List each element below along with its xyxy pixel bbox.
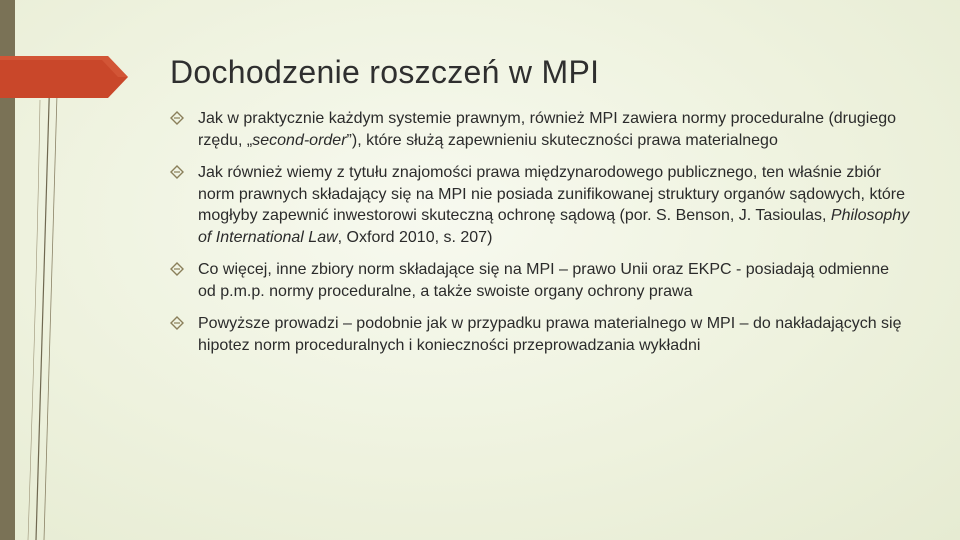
list-item [170, 259, 910, 302]
bullet-text: Powyższe prowadzi – podobnie jak w przypadku prawa materialnego w MPI – do nakładających się hipotez norm proceduralnych i konieczności przeprowadzania wykładni [198, 315, 902, 354]
slide-title: Dochodzenie roszczeń w MPI [170, 54, 600, 90]
list-item [170, 162, 910, 248]
bullet-emphasis: Philosophy of International Law [198, 207, 910, 246]
list-item [170, 313, 910, 356]
bullet-text: Jak w praktycznie każdym systemie prawnym, również MPI zawiera normy proceduralne (drugiego rzędu, „ [198, 110, 897, 149]
bullet-emphasis: second-order [252, 131, 347, 149]
diamond-outline-icon [170, 111, 184, 125]
title-arrow-tab [0, 56, 128, 98]
diamond-outline-icon [170, 262, 184, 276]
diamond-outline-icon [170, 165, 184, 179]
diamond-outline-icon [170, 316, 184, 330]
bullet-text-tail: , Oxford 2010, s. 207) [337, 228, 493, 246]
bullet-text: Jak również wiemy z tytułu znajomości prawa międzynarodowego publicznego, ten właśnie zbiór norm prawnych składający się na MPI nie posiada zunifikowanej struktury organów sądowych, które mogłyby zapewnić inwestorowi skuteczną ochronę sądową (por. S. Benson, J. Tasioulas, [198, 164, 906, 224]
bullet-text: Co więcej, inne zbiory norm składające się na MPI – prawo Unii oraz EKPC - posiadają odmienne od p.m.p. normy proceduralne, a także swoiste organy ochrony prawa [198, 261, 889, 300]
list-item [170, 108, 910, 151]
bullet-text-tail: ”), które służą zapewnieniu skuteczności prawa materialnego [346, 131, 778, 149]
bullet-list [170, 108, 910, 367]
